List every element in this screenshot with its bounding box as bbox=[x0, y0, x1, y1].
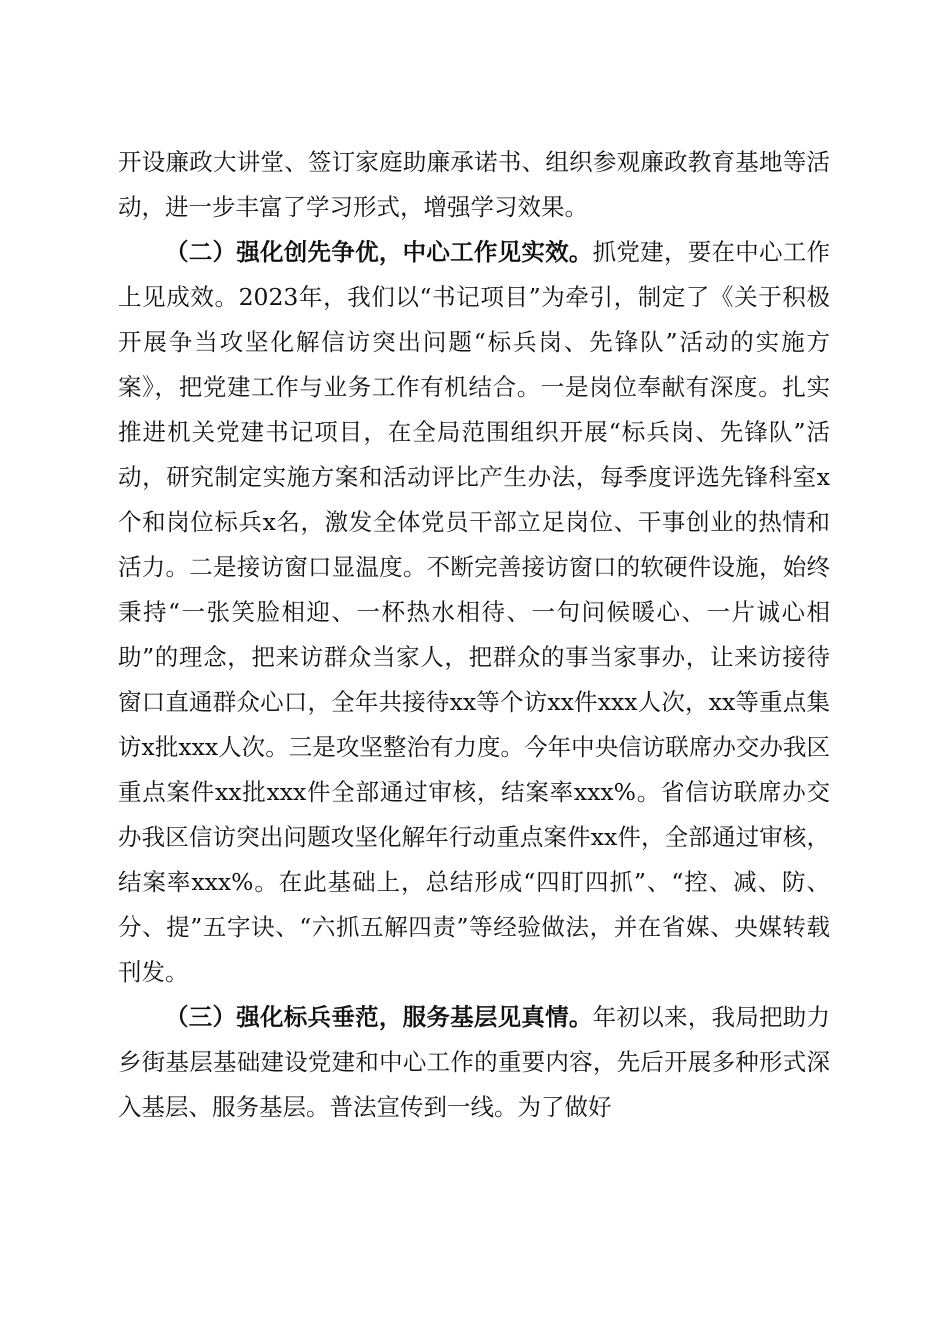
paragraph-2 bbox=[118, 230, 830, 995]
paragraph-1-text: 开设廉政大讲堂、签订家庭助廉承诺书、组织参观廉政教育基地等活动，进一步丰富了学习形式，增强学习效果。 bbox=[118, 148, 830, 221]
paragraph-3 bbox=[118, 995, 830, 1130]
paragraph-2-text: 抓党建，要在中心工作上见成效。2023年，我们以“书记项目”为牵引，制定了《关于积极开展争当攻坚化解信访突出问题“标兵岗、先锋队”活动的实施方案》，把党建工作与业务工作有机结合。一是岗位奉献有深度。扎实推进机关党建书记项目，在全局范围组织开展“标兵岗、先锋队”活动，研究制定实施方案和活动评比产生办法，每季度评选先锋科室x个和岗位标兵x名，激发全体党员干部立足岗位、干事创业的热情和活力。二是接访窗口显温度。不断完善接访窗口的软硬件设施，始终秉持“一张笑脸相迎、一杯热水相待、一句问候暖心、一片诚心相助”的理念，把来访群众当家人，把群众的事当家事办，让来访接待窗口直通群众心口，全年共接待xx等个访xx件xxx人次，xx等重点集访x批xxx人次。三是攻坚整治有力度。今年中央信访联席办交办我区重点案件xx批xxx件全部通过审核，结案率xxx%。省信访联席办交办我区信访突出问题攻坚化解年行动重点案件xx件，全部通过审核，结案率xxx%。在此基础上，总结形成“四盯四抓”、“控、减、防、分、提”五字诀、“六抓五解四责”等经验做法，并在省媒、央媒转载刊发。 bbox=[118, 238, 831, 986]
document-page bbox=[118, 140, 830, 1130]
paragraph-1 bbox=[118, 140, 830, 230]
paragraph-3-text: 年初以来，我局把助力乡街基层基础建设党建和中心工作的重要内容，先后开展多种形式深入基层、服务基层。普法宣传到一线。为了做好 bbox=[118, 1003, 831, 1121]
paragraph-2-heading: （二）强化创先争优，中心工作见实效。 bbox=[165, 238, 593, 266]
paragraph-3-heading: （三）强化标兵垂范，服务基层见真情。 bbox=[165, 1003, 593, 1031]
